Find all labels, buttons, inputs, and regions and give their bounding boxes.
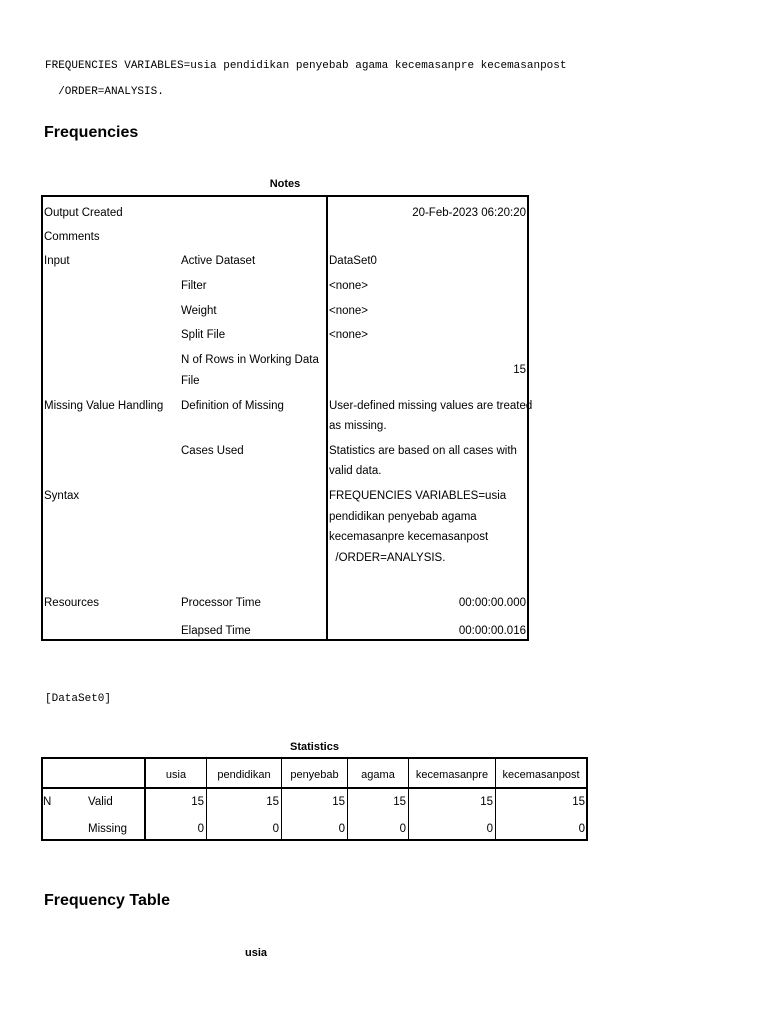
cases-used-value-1: Statistics are based on all cases with xyxy=(329,445,517,457)
frequency-table-heading: Frequency Table xyxy=(44,892,170,909)
syntax-label: Syntax xyxy=(44,490,80,502)
filter-label: Filter xyxy=(181,280,207,292)
syntax-value-2: pendidikan penyebab agama xyxy=(329,511,477,523)
statistics-title: Statistics xyxy=(290,741,339,753)
active-dataset-value: DataSet0 xyxy=(329,255,377,267)
statistics-header-rule xyxy=(41,787,588,789)
n-rows-label-2: File xyxy=(181,375,200,387)
weight-label: Weight xyxy=(181,305,217,317)
syntax-value-3: kecemasanpre kecemasanpost xyxy=(329,531,489,543)
input-label: Input xyxy=(44,255,70,267)
processor-time-label: Processor Time xyxy=(181,597,261,609)
missing-usia: 0 xyxy=(197,823,204,835)
comments-label: Comments xyxy=(44,231,100,243)
split-file-value: <none> xyxy=(329,329,369,341)
cases-used-value-2: valid data. xyxy=(329,465,382,477)
n-rows-value: 15 xyxy=(513,364,526,376)
elapsed-time-value: 00:00:00.016 xyxy=(458,625,526,637)
col-header-usia: usia xyxy=(165,769,187,781)
weight-value: <none> xyxy=(329,305,369,317)
syntax-log-line-1: FREQUENCIES VARIABLES=usia pendidikan penyebab agama kecemasanpre kecemasanpost xyxy=(45,60,567,72)
valid-penyebab: 15 xyxy=(332,796,345,808)
row-label-valid: Valid xyxy=(88,796,113,808)
processor-time-value: 00:00:00.000 xyxy=(458,597,526,609)
valid-kecemasanpost: 15 xyxy=(572,796,585,808)
row-group-n: N xyxy=(43,796,52,808)
frequencies-heading: Frequencies xyxy=(44,124,139,141)
dataset-tag: [DataSet0] xyxy=(45,693,112,705)
output-created-value: 20-Feb-2023 06:20:20 xyxy=(412,207,526,219)
col-header-pendidikan: pendidikan xyxy=(217,769,271,781)
col-header-kecemasanpre: kecemasanpre xyxy=(415,769,489,781)
active-dataset-label: Active Dataset xyxy=(181,255,256,267)
syntax-value-4: /ORDER=ANALYSIS. xyxy=(329,552,446,564)
resources-label: Resources xyxy=(44,597,99,609)
elapsed-time-label: Elapsed Time xyxy=(181,625,251,637)
col-header-agama: agama xyxy=(361,769,395,781)
notes-title: Notes xyxy=(269,178,301,190)
syntax-value-1: FREQUENCIES VARIABLES=usia xyxy=(329,490,507,502)
split-file-label: Split File xyxy=(181,329,226,341)
row-label-missing: Missing xyxy=(88,823,127,835)
missing-kecemasanpost: 0 xyxy=(578,823,585,835)
missing-handling-label: Missing Value Handling xyxy=(44,400,164,412)
missing-pendidikan: 0 xyxy=(272,823,279,835)
definition-missing-label: Definition of Missing xyxy=(181,400,284,412)
missing-penyebab: 0 xyxy=(338,823,345,835)
filter-value: <none> xyxy=(329,280,369,292)
definition-missing-value-1: User-defined missing values are treated xyxy=(329,400,533,412)
notes-table xyxy=(41,195,529,641)
missing-agama: 0 xyxy=(399,823,406,835)
valid-usia: 15 xyxy=(191,796,204,808)
valid-agama: 15 xyxy=(393,796,406,808)
col-header-penyebab: penyebab xyxy=(290,769,339,781)
cases-used-label: Cases Used xyxy=(181,445,244,457)
col-header-kecemasanpost: kecemasanpost xyxy=(502,769,580,781)
output-created-label: Output Created xyxy=(44,207,123,219)
syntax-log-line-2: /ORDER=ANALYSIS. xyxy=(45,86,164,98)
valid-kecemasanpre: 15 xyxy=(480,796,493,808)
valid-pendidikan: 15 xyxy=(266,796,279,808)
usia-table-title: usia xyxy=(244,947,267,959)
n-rows-label-1: N of Rows in Working Data xyxy=(181,354,319,366)
definition-missing-value-2: as missing. xyxy=(329,420,387,432)
missing-kecemasanpre: 0 xyxy=(486,823,493,835)
notes-divider xyxy=(326,195,328,641)
